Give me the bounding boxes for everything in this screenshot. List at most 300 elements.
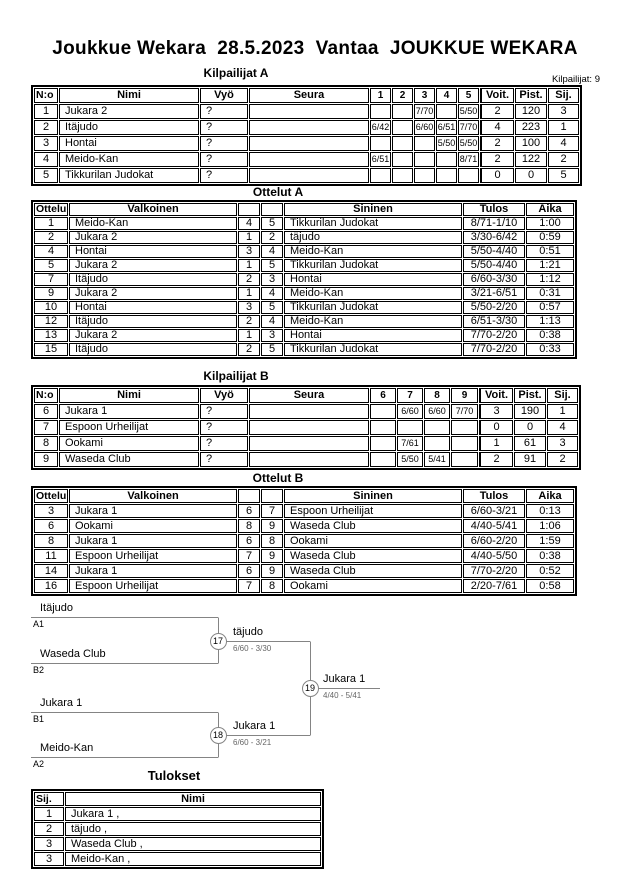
cell-nimi: Waseda Club [59, 452, 199, 467]
bracket-slot-b1-code: B1 [33, 714, 45, 724]
cell-vyo: ? [200, 152, 248, 167]
table-row [34, 287, 574, 300]
cell-vyo: ? [200, 136, 248, 151]
cell-sininen: täjudo [284, 231, 462, 244]
cell-tulos: 4/40-5/41 [463, 519, 525, 533]
cell-aika: 0:59 [526, 231, 574, 244]
cell-pist: 61 [514, 436, 546, 451]
cell-r5 [458, 168, 479, 183]
cell-sij: 2 [34, 822, 64, 836]
cell-tulos: 7/70-2/20 [463, 343, 525, 356]
col-nimi: Nimi [65, 792, 321, 806]
cell-r2 [392, 104, 413, 119]
cell-valkoinen: Itäjudo [69, 343, 237, 356]
cell-sij: 3 [547, 436, 578, 451]
cell-no: 6 [34, 404, 58, 419]
cell-r6 [370, 436, 396, 451]
cell-r4 [436, 168, 457, 183]
cell-ottelu: 13 [34, 329, 68, 342]
cell-vno: 4 [238, 217, 260, 230]
cell-r4: 6/51 [436, 120, 457, 135]
cell-ottelu: 10 [34, 301, 68, 314]
cell-valkoinen: Jukara 2 [69, 231, 237, 244]
tulokset-table [31, 789, 324, 869]
cell-vno: 6 [238, 564, 260, 578]
col-voit: Voit. [480, 88, 514, 103]
cell-voit: 1 [479, 436, 513, 451]
cell-valkoinen: Jukara 2 [69, 287, 237, 300]
col-vno [238, 203, 260, 216]
cell-ottelu: 3 [34, 504, 68, 518]
table-row [34, 807, 321, 821]
cell-aika: 0:57 [526, 301, 574, 314]
cell-seura [249, 136, 369, 151]
cell-vno: 7 [238, 549, 260, 563]
cell-tulos: 8/71-1/10 [463, 217, 525, 230]
cell-seura [249, 436, 369, 451]
cell-nimi: Waseda Club , [65, 837, 321, 851]
cell-r2 [392, 120, 413, 135]
col-pist: Pist. [514, 388, 546, 403]
match-18-score: 6/60 - 3/21 [233, 738, 272, 747]
match-18-number: 18 [212, 730, 223, 740]
cell-r7: 6/60 [397, 404, 423, 419]
cell-vyo: ? [200, 104, 248, 119]
cell-r2 [392, 136, 413, 151]
cell-sininen: Ookami [284, 534, 462, 548]
col-5: 5 [458, 88, 479, 103]
cell-sininen: Tikkurilan Judokat [284, 343, 462, 356]
cell-r9: 7/70 [451, 404, 478, 419]
section-title-ottelut-b: Ottelut B [252, 471, 304, 485]
table-row [34, 579, 574, 593]
ottelut-b-table [31, 486, 577, 596]
cell-voit: 2 [480, 136, 514, 151]
cell-sij: 1 [548, 120, 579, 135]
cell-seura [249, 452, 369, 467]
bracket-slot-b2-name: Waseda Club [40, 648, 106, 660]
cell-sij: 3 [548, 104, 579, 119]
col-sininen: Sininen [284, 489, 462, 503]
cell-r1: 6/51 [370, 152, 391, 167]
cell-ottelu: 14 [34, 564, 68, 578]
cell-valkoinen: Jukara 1 [69, 534, 237, 548]
table-header-row [34, 88, 579, 103]
cell-sij: 5 [548, 168, 579, 183]
cell-sij: 4 [547, 420, 578, 435]
cell-tulos: 7/70-2/20 [463, 564, 525, 578]
cell-voit: 2 [479, 452, 513, 467]
cell-aika: 1:59 [526, 534, 574, 548]
cell-r4: 5/50 [436, 136, 457, 151]
col-no: N:o [34, 88, 58, 103]
col-sij: Sij. [34, 792, 64, 806]
cell-sininen: Meido-Kan [284, 245, 462, 258]
cell-vno: 3 [238, 245, 260, 258]
cell-pist: 0 [514, 420, 546, 435]
bracket-slot-b1-name: Jukara 1 [40, 697, 83, 709]
cell-vno: 3 [238, 301, 260, 314]
cell-aika: 0:58 [526, 579, 574, 593]
table-row [34, 168, 579, 183]
cell-ottelu: 8 [34, 534, 68, 548]
col-seura: Seura [249, 388, 369, 403]
col-sno [261, 489, 283, 503]
cell-sno: 5 [261, 343, 283, 356]
cell-r7: 7/61 [397, 436, 423, 451]
cell-sno: 3 [261, 273, 283, 286]
cell-voit: 0 [480, 168, 514, 183]
cell-sininen: Ookami [284, 579, 462, 593]
cell-tulos: 5/50-4/40 [463, 259, 525, 272]
table-row [34, 245, 574, 258]
cell-nimi: Jukara 1 , [65, 807, 321, 821]
cell-seura [249, 120, 369, 135]
col-pist: Pist. [515, 88, 547, 103]
cell-sininen: Hontai [284, 273, 462, 286]
cell-aika: 0:13 [526, 504, 574, 518]
cell-sininen: Hontai [284, 329, 462, 342]
cell-sininen: Tikkurilan Judokat [284, 259, 462, 272]
cell-valkoinen: Ookami [69, 519, 237, 533]
table-row [34, 273, 574, 286]
cell-pist: 100 [515, 136, 547, 151]
cell-no: 8 [34, 436, 58, 451]
cell-ottelu: 1 [34, 217, 68, 230]
cell-sno: 5 [261, 259, 283, 272]
table-row [34, 534, 574, 548]
cell-seura [249, 152, 369, 167]
cell-tulos: 6/60-2/20 [463, 534, 525, 548]
col-valkoinen: Valkoinen [69, 203, 237, 216]
col-4: 4 [436, 88, 457, 103]
bracket-slot-a2-code: A2 [33, 759, 45, 769]
col-9: 9 [451, 388, 478, 403]
cell-tulos: 6/51-3/30 [463, 315, 525, 328]
col-7: 7 [397, 388, 423, 403]
table-row [34, 343, 574, 356]
cell-seura [249, 168, 369, 183]
cell-vno: 1 [238, 259, 260, 272]
match-17-winner: täjudo [233, 626, 263, 638]
table-row [34, 259, 574, 272]
cell-aika: 1:12 [526, 273, 574, 286]
table-row [34, 231, 574, 244]
col-1: 1 [370, 88, 391, 103]
table-header-row [34, 203, 574, 216]
cell-sij: 2 [547, 452, 578, 467]
col-vno [238, 489, 260, 503]
cell-pist: 0 [515, 168, 547, 183]
cell-nimi: Meido-Kan , [65, 852, 321, 866]
table-row [34, 564, 574, 578]
table-row [34, 837, 321, 851]
cell-r9 [451, 420, 478, 435]
cell-vno: 1 [238, 329, 260, 342]
cell-vyo: ? [200, 120, 248, 135]
cell-sno: 8 [261, 579, 283, 593]
cell-nimi: Hontai [59, 136, 199, 151]
cell-r4 [436, 104, 457, 119]
cell-seura [249, 404, 369, 419]
table-row [34, 436, 578, 451]
cell-sij: 2 [548, 152, 579, 167]
cell-sininen: Waseda Club [284, 519, 462, 533]
cell-r4 [436, 152, 457, 167]
cell-tulos: 2/20-7/61 [463, 579, 525, 593]
cell-sij: 3 [34, 837, 64, 851]
cell-r3 [414, 168, 435, 183]
cell-tulos: 3/30-6/42 [463, 231, 525, 244]
col-nimi: Nimi [59, 388, 199, 403]
cell-r8 [424, 436, 450, 451]
cell-r5: 7/70 [458, 120, 479, 135]
cell-r9 [451, 452, 478, 467]
col-ottelu: Ottelu [36, 490, 67, 502]
cell-pist: 120 [515, 104, 547, 119]
cell-r5: 8/71 [458, 152, 479, 167]
cell-valkoinen: Espoon Urheilijat [69, 549, 237, 563]
cell-r1: 6/42 [370, 120, 391, 135]
table-row [34, 104, 579, 119]
col-voit: Voit. [479, 388, 513, 403]
col-sij: Sij. [547, 388, 578, 403]
cell-vyo: ? [200, 436, 248, 451]
cell-tulos: 4/40-5/50 [463, 549, 525, 563]
cell-ottelu: 6 [34, 519, 68, 533]
cell-aika: 0:52 [526, 564, 574, 578]
cell-vno: 2 [238, 315, 260, 328]
cell-nimi: Jukara 1 [59, 404, 199, 419]
match-19-winner: Jukara 1 [323, 673, 366, 685]
cell-nimi: Meido-Kan [59, 152, 199, 167]
cell-r3 [414, 152, 435, 167]
table-row [34, 504, 574, 518]
cell-ottelu: 2 [34, 231, 68, 244]
col-valkoinen: Valkoinen [69, 489, 237, 503]
cell-r2 [392, 152, 413, 167]
cell-no: 7 [34, 420, 58, 435]
cell-sininen: Tikkurilan Judokat [284, 301, 462, 314]
cell-sno: 7 [261, 504, 283, 518]
cell-vyo: ? [200, 452, 248, 467]
cell-pist: 190 [514, 404, 546, 419]
cell-sno: 8 [261, 534, 283, 548]
cell-seura [249, 420, 369, 435]
kilpailijat-a-table [31, 85, 582, 186]
table-row [34, 120, 579, 135]
col-sno [261, 203, 283, 216]
cell-r6 [370, 420, 396, 435]
cell-tulos: 3/21-6/51 [463, 287, 525, 300]
competitors-count: Kilpailijat: 9 [551, 74, 600, 85]
col-sij: Sij. [548, 88, 579, 103]
cell-vyo: ? [200, 420, 248, 435]
col-2: 2 [392, 88, 413, 103]
cell-tulos: 5/50-4/40 [463, 245, 525, 258]
match-17-score: 6/60 - 3/30 [233, 644, 272, 653]
cell-sij: 1 [34, 807, 64, 821]
col-8: 8 [424, 388, 450, 403]
cell-ottelu: 15 [34, 343, 68, 356]
cell-vno: 8 [238, 519, 260, 533]
section-title-tulokset: Tulokset [147, 768, 201, 783]
cell-sininen: Waseda Club [284, 549, 462, 563]
section-title-kilpailijat-b: Kilpailijat B [203, 369, 269, 383]
col-seura: Seura [249, 88, 369, 103]
cell-ottelu: 4 [34, 245, 68, 258]
table-row [34, 519, 574, 533]
cell-aika: 0:38 [526, 329, 574, 342]
match-17-number: 17 [212, 636, 223, 646]
cell-r2 [392, 168, 413, 183]
cell-sno: 5 [261, 301, 283, 314]
col-ottelu: Ottelu [36, 203, 67, 215]
cell-r1 [370, 136, 391, 151]
cell-aika: 0:33 [526, 343, 574, 356]
cell-r5: 5/50 [458, 104, 479, 119]
table-row [34, 452, 578, 467]
cell-voit: 2 [480, 152, 514, 167]
cell-sininen: Meido-Kan [284, 315, 462, 328]
cell-ottelu: 11 [34, 549, 68, 563]
cell-tulos: 7/70-2/20 [463, 329, 525, 342]
cell-vyo: ? [200, 168, 248, 183]
match-19-score: 4/40 - 5/41 [323, 691, 362, 700]
cell-ottelu: 16 [34, 579, 68, 593]
bracket-slot-a1-name: Itäjudo [40, 602, 74, 614]
cell-no: 2 [34, 120, 58, 135]
cell-sininen: Tikkurilan Judokat [284, 217, 462, 230]
cell-sno: 9 [261, 549, 283, 563]
cell-no: 9 [34, 452, 58, 467]
cell-no: 4 [34, 152, 58, 167]
col-sininen: Sininen [284, 203, 462, 216]
table-row [34, 822, 321, 836]
cell-aika: 0:31 [526, 287, 574, 300]
cell-r3 [414, 136, 435, 151]
cell-r3: 6/60 [414, 120, 435, 135]
cell-voit: 3 [479, 404, 513, 419]
cell-r8: 5/41 [424, 452, 450, 467]
table-row [34, 136, 579, 151]
cell-voit: 4 [480, 120, 514, 135]
cell-vno: 1 [238, 287, 260, 300]
cell-vno: 2 [238, 343, 260, 356]
table-row [34, 420, 578, 435]
cell-r1 [370, 104, 391, 119]
col-3: 3 [414, 88, 435, 103]
cell-voit: 0 [479, 420, 513, 435]
cell-sininen: Waseda Club [284, 564, 462, 578]
cell-sininen: Meido-Kan [284, 287, 462, 300]
col-aika: Aika [526, 203, 574, 216]
col-nimi: Nimi [59, 88, 199, 103]
cell-valkoinen: Jukara 2 [69, 329, 237, 342]
table-header-row [34, 489, 574, 503]
table-row [34, 852, 321, 866]
cell-aika: 1:06 [526, 519, 574, 533]
cell-aika: 0:38 [526, 549, 574, 563]
cell-r6 [370, 404, 396, 419]
cell-r8: 6/60 [424, 404, 450, 419]
cell-sij: 1 [547, 404, 578, 419]
table-row [34, 329, 574, 342]
kilpailijat-b-table [31, 385, 581, 470]
cell-voit: 2 [480, 104, 514, 119]
cell-r1 [370, 168, 391, 183]
table-row [34, 301, 574, 314]
cell-nimi: Itäjudo [59, 120, 199, 135]
col-6: 6 [370, 388, 396, 403]
ottelut-a-table [31, 200, 577, 359]
cell-pist: 91 [514, 452, 546, 467]
cell-r5: 5/50 [458, 136, 479, 151]
cell-seura [249, 104, 369, 119]
cell-pist: 122 [515, 152, 547, 167]
cell-nimi: Espoon Urheilijat [59, 420, 199, 435]
cell-r9 [451, 436, 478, 451]
table-row [34, 404, 578, 419]
match-18-winner: Jukara 1 [233, 720, 276, 732]
page-title: Joukkue Wekara 28.5.2023 Vantaa JOUKKUE WEKARA [52, 38, 578, 59]
cell-r6 [370, 452, 396, 467]
cell-ottelu: 12 [34, 315, 68, 328]
cell-ottelu: 7 [34, 273, 68, 286]
section-title-ottelut-a: Ottelut A [252, 185, 304, 199]
cell-r7 [397, 420, 423, 435]
cell-sno: 2 [261, 231, 283, 244]
table-header-row [34, 792, 321, 806]
cell-valkoinen: Hontai [69, 245, 237, 258]
cell-vno: 1 [238, 231, 260, 244]
col-tulos: Tulos [463, 203, 525, 216]
cell-aika: 0:51 [526, 245, 574, 258]
cell-nimi: Jukara 2 [59, 104, 199, 119]
bracket-slot-a1-code: A1 [33, 619, 45, 629]
cell-ottelu: 5 [34, 259, 68, 272]
cell-sno: 3 [261, 329, 283, 342]
table-header-row [34, 388, 578, 403]
cell-nimi: täjudo , [65, 822, 321, 836]
cell-sno: 9 [261, 519, 283, 533]
col-vyo: Vyö [200, 88, 248, 103]
cell-aika: 1:13 [526, 315, 574, 328]
cell-tulos: 5/50-2/20 [463, 301, 525, 314]
cell-nimi: Ookami [59, 436, 199, 451]
cell-vno: 6 [238, 504, 260, 518]
cell-valkoinen: Espoon Urheilijat [69, 579, 237, 593]
table-row [34, 152, 579, 167]
cell-no: 5 [34, 168, 58, 183]
cell-vyo: ? [200, 404, 248, 419]
section-title-kilpailijat-a: Kilpailijat A [203, 66, 269, 80]
cell-valkoinen: Itäjudo [69, 315, 237, 328]
cell-valkoinen: Jukara 2 [69, 259, 237, 272]
cell-sno: 9 [261, 564, 283, 578]
match-19-number: 19 [304, 683, 315, 693]
cell-no: 1 [34, 104, 58, 119]
cell-sno: 4 [261, 245, 283, 258]
col-no: N:o [34, 388, 58, 403]
cell-r8 [424, 420, 450, 435]
cell-valkoinen: Hontai [69, 301, 237, 314]
cell-sij: 4 [548, 136, 579, 151]
cell-sno: 4 [261, 315, 283, 328]
table-row [34, 217, 574, 230]
cell-sno: 4 [261, 287, 283, 300]
col-tulos: Tulos [463, 489, 525, 503]
